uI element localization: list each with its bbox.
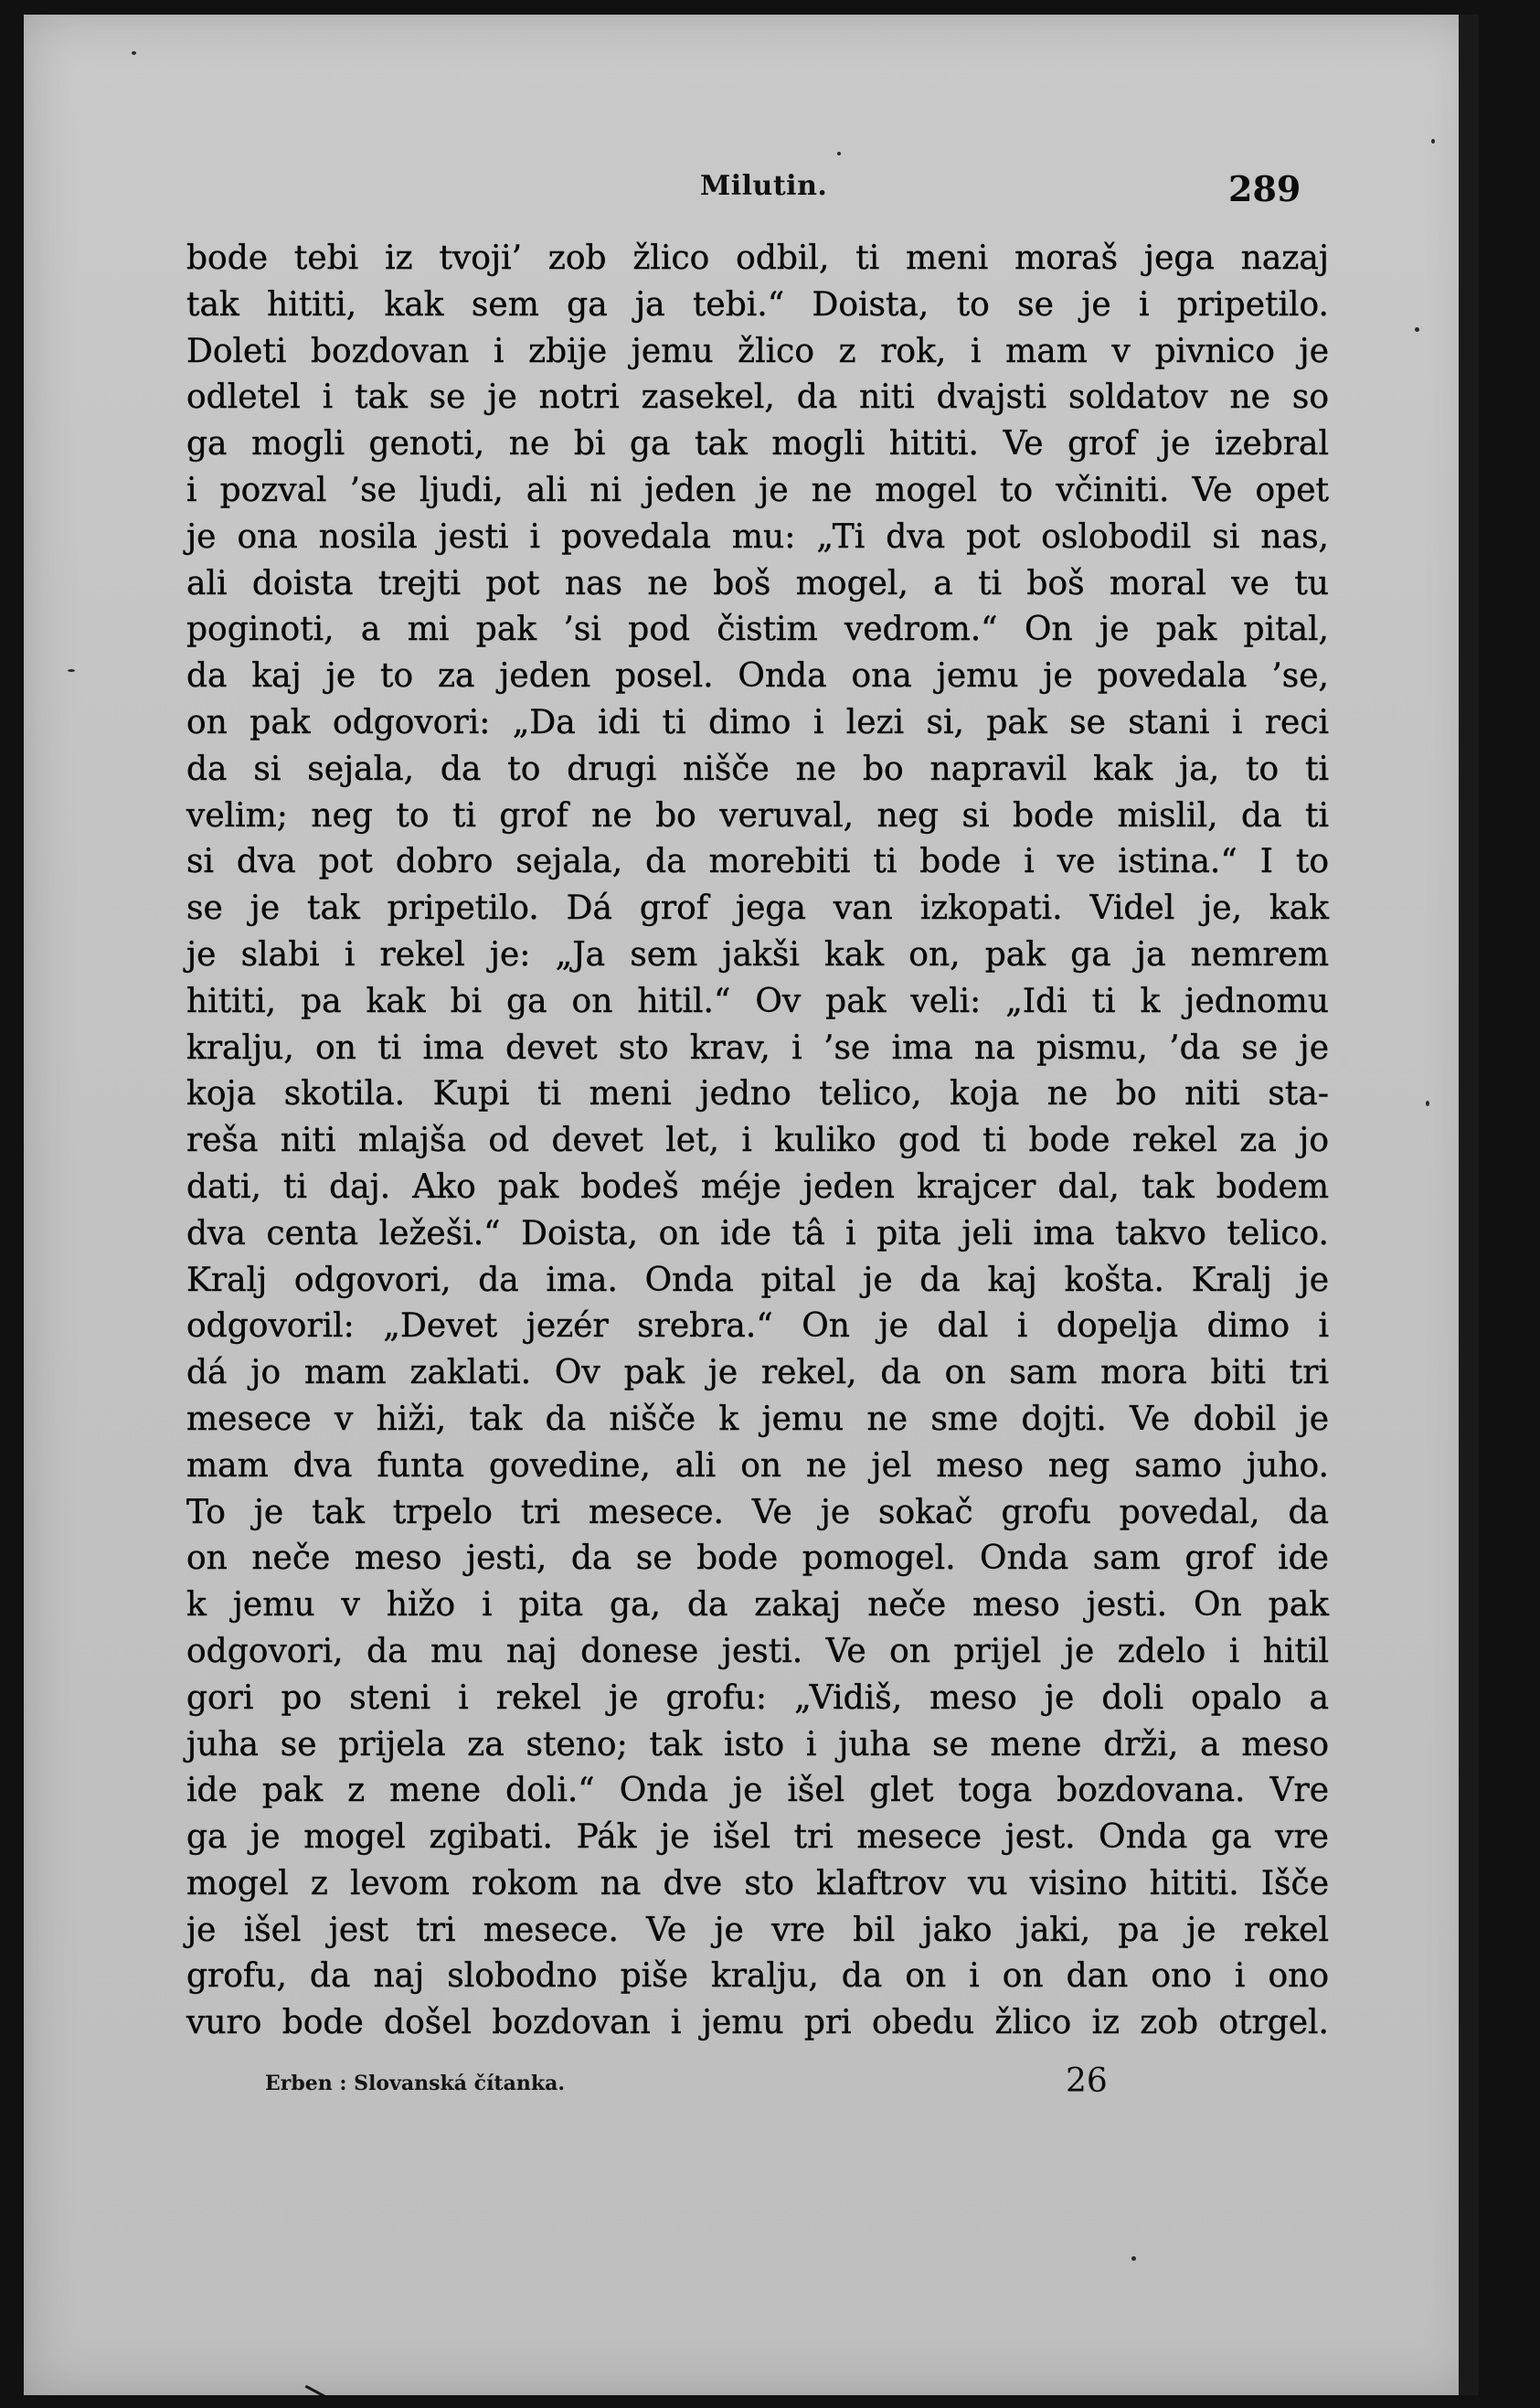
- text-line: ga je mogel zgibati. Pák je išel tri mesece jest. Onda ga vre: [186, 1818, 1329, 1857]
- text-line: odgovori, da mu naj donese jesti. Ve on prijel je zdelo i hitil: [186, 1632, 1329, 1670]
- text-line: je slabi i rekel je: „Ja sem jakši kak on, pak ga ja nemrem: [186, 935, 1329, 974]
- text-line: mam dva funta govedine, ali on ne jel meso neg samo juho.: [186, 1446, 1329, 1485]
- text-line: da si sejala, da to drugi nišče ne bo napravil kak ja, to ti: [186, 750, 1329, 788]
- text-line: tak hititi, kak sem ga ja tebi.“ Doista, to se je i pripetilo.: [186, 285, 1329, 324]
- text-line: ali doista trejti pot nas ne boš mogel, a ti boš moral ve tu: [186, 564, 1329, 602]
- dust-speck: [132, 51, 136, 55]
- text-line: i pozval ’se ljudi, ali ni jeden je ne mogel to včiniti. Ve opet: [186, 471, 1329, 509]
- body-text: [186, 236, 1329, 2047]
- dust-speck: [68, 669, 75, 672]
- text-line: dá jo mam zaklati. Ov pak je rekel, da on sam mora biti tri: [186, 1354, 1329, 1392]
- text-line: ga mogli genoti, ne bi ga tak mogli hititi. Ve grof je izebral: [186, 425, 1329, 463]
- text-line: da kaj je to za jeden posel. Onda ona jemu je povedala ’se,: [186, 657, 1329, 696]
- text-line: mesece v hiži, tak da nišče k jemu ne sme dojti. Ve dobil je: [186, 1400, 1329, 1438]
- text-line: odgovoril: „Devet jezér srebra.“ On je dal i dopelja dimo i: [186, 1307, 1329, 1346]
- text-line: ide pak z mene doli.“ Onda je išel glet toga bozdovana. Vre: [186, 1772, 1329, 1810]
- text-line: juha se prijela za steno; tak isto i juha se mene drži, a meso: [186, 1725, 1329, 1763]
- text-line: To je tak trpelo tri mesece. Ve je sokač grofu povedal, da: [186, 1493, 1329, 1531]
- dust-speck: [1426, 1101, 1429, 1106]
- text-line: dati, ti daj. Ako pak bodeš méje jeden krajcer dal, tak bodem: [186, 1167, 1329, 1206]
- text-line: Doleti bozdovan i zbije jemu žlico z rok, i mam v pivnico je: [186, 332, 1329, 370]
- text-line: kralju, on ti ima devet sto krav, i ’se ima na pismu, ’da se je: [186, 1028, 1329, 1067]
- text-line: odletel i tak se je notri zasekel, da niti dvajsti soldatov ne so: [186, 378, 1329, 417]
- signature-mark: 26: [1066, 2062, 1108, 2100]
- scanned-page: [24, 15, 1479, 2395]
- text-line: je ona nosila jesti i povedala mu: „Ti dva pot oslobodil si nas,: [186, 517, 1329, 556]
- text-line: poginoti, a mi pak ’si pod čistim vedrom.“ On je pak pital,: [186, 611, 1329, 649]
- source-attribution: Erben : Slovanská čítanka.: [265, 2072, 565, 2095]
- dust-speck: [1131, 2256, 1136, 2261]
- text-line: dva centa ležeši.“ Doista, on ide tâ i pita jeli ima takvo telico.: [186, 1214, 1329, 1252]
- text-line: Kralj odgovori, da ima. Onda pital je da kaj košta. Kralj je: [186, 1261, 1329, 1299]
- text-line: velim; neg to ti grof ne bo veruval, neg si bode mislil, da ti: [186, 796, 1329, 835]
- text-line: reša niti mlajša od devet let, i kuliko god ti bode rekel za jo: [186, 1122, 1329, 1160]
- text-line: bode tebi iz tvoji’ zob žlico odbil, ti meni moraš jega nazaj: [186, 240, 1329, 277]
- text-line: mogel z levom rokom na dve sto klaftrov vu visino hititi. Išče: [186, 1864, 1329, 1902]
- text-line: si dva pot dobro sejala, da morebiti ti bode i ve istina.“ I to: [186, 843, 1329, 881]
- text-line: koja skotila. Kupi ti meni jedno telico, koja ne bo niti sta-: [186, 1075, 1329, 1113]
- dust-speck: [837, 152, 841, 155]
- text-line: je išel jest tri mesece. Ve je vre bil jako jaki, pa je rekel: [186, 1911, 1329, 1949]
- page-footer: [24, 2059, 1479, 2104]
- running-head: Milutin.: [700, 170, 828, 202]
- text-line: on neče meso jesti, da se bode pomogel. Onda sam grof ide: [186, 1540, 1329, 1578]
- page-number: 289: [1228, 168, 1301, 209]
- text-line: k jemu v hižo i pita ga, da zakaj neče meso jesti. On pak: [186, 1586, 1329, 1625]
- text-line: on pak odgovori: „Da idi ti dimo i lezi si, pak se stani i reci: [186, 703, 1329, 741]
- page-edge-scratch: [305, 2385, 339, 2395]
- text-line: grofu, da naj slobodno piše kralju, da on i on dan ono i ono: [186, 1957, 1329, 1996]
- text-line: se je tak pripetilo. Dá grof jega van izkopati. Videl je, kak: [186, 890, 1329, 928]
- text-line: hititi, pa kak bi ga on hitil.“ Ov pak veli: „Idi ti k jednomu: [186, 982, 1329, 1020]
- text-line: vuro bode došel bozdovan i jemu pri obedu žlico iz zob otrgel.: [186, 2004, 1329, 2042]
- page-header: [24, 161, 1479, 216]
- dust-speck: [1415, 327, 1419, 332]
- text-line: gori po steni i rekel je grofu: „Vidiš, meso je doli opalo a: [186, 1678, 1329, 1717]
- dust-speck: [1431, 139, 1435, 144]
